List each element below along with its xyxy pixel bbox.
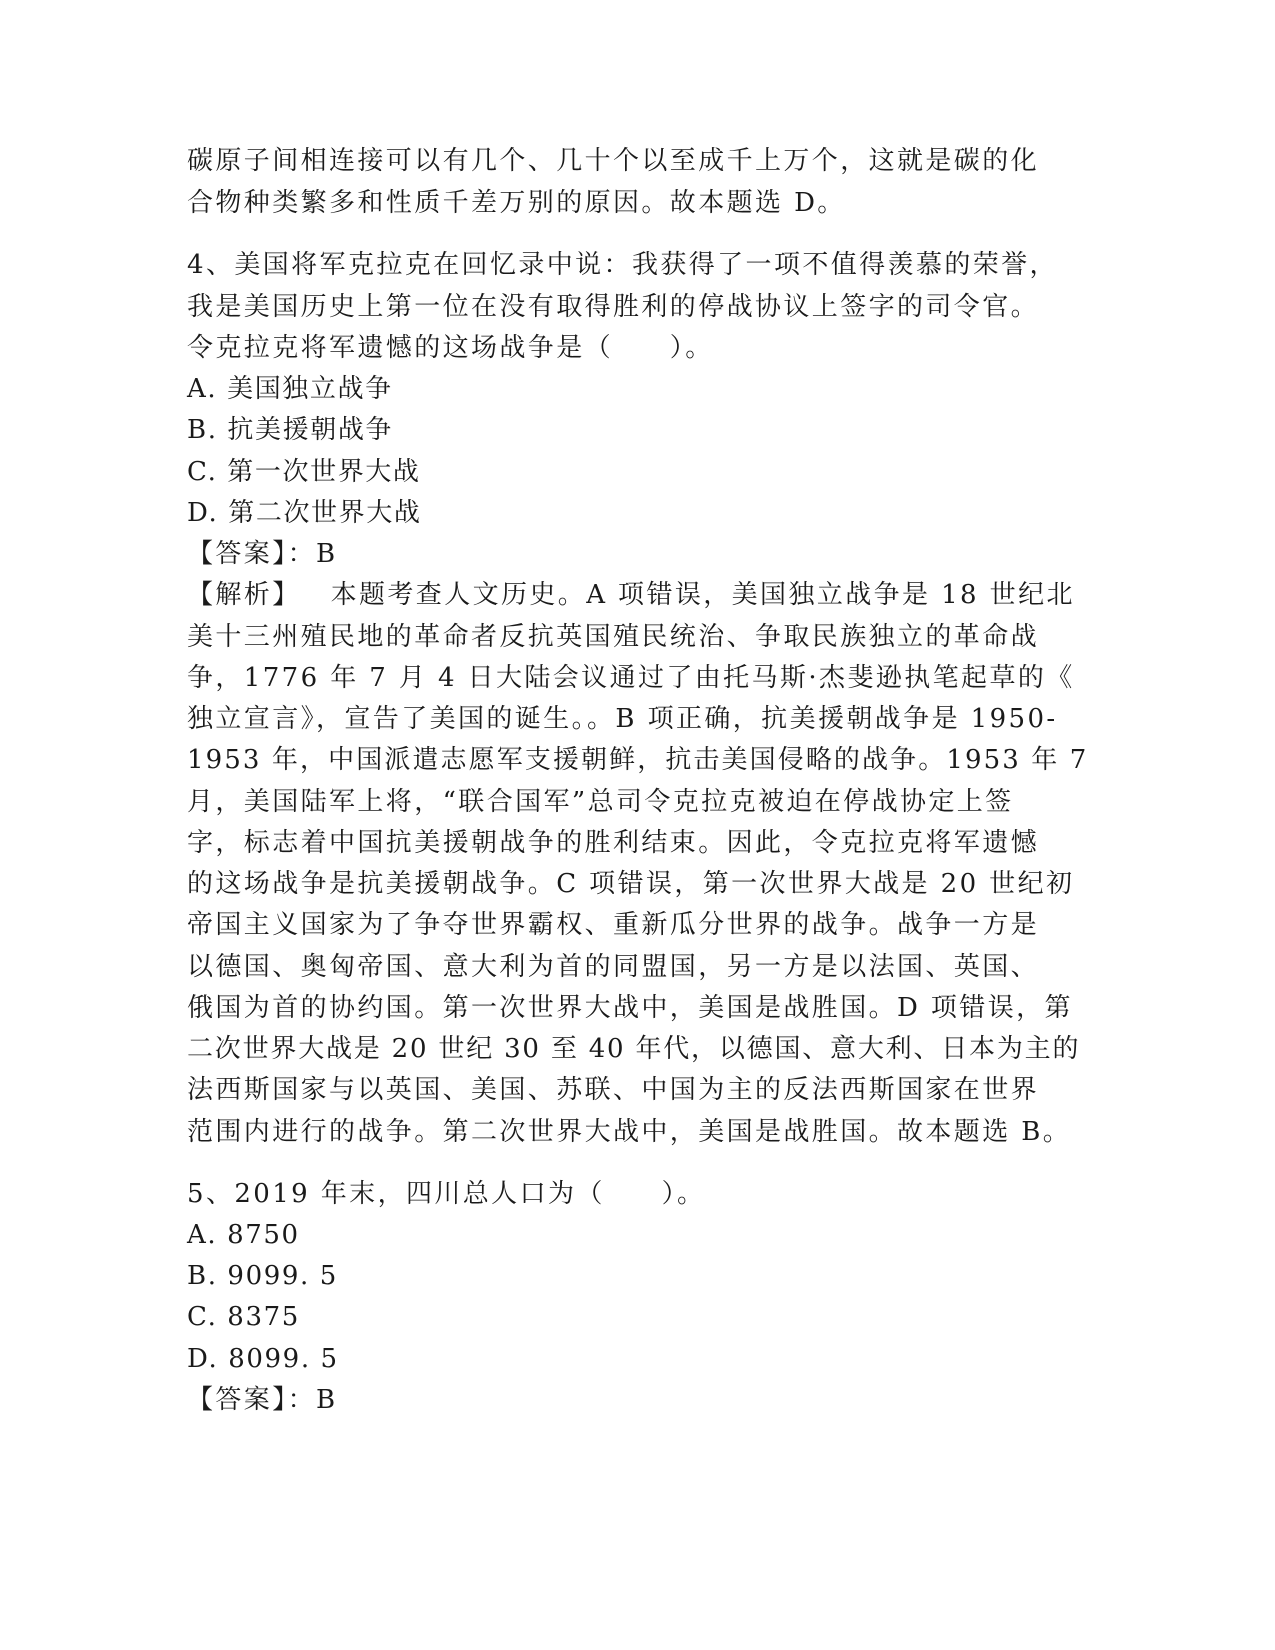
q4-option-b: B. 抗美援朝战争 [187, 415, 394, 445]
q4-analysis-line: 以德国、奥匈帝国、意大利为首的同盟国，另一方是以法国、英国、 [187, 952, 1040, 982]
prev-explanation-line: 合物种类繁多和性质千差万别的原因。故本题选 D。 [187, 188, 846, 218]
q4-analysis-line: 法西斯国家与以英国、美国、苏联、中国为主的反法西斯国家在世界 [187, 1075, 1040, 1105]
q4-analysis-line: 俄国为首的协约国。第一次世界大战中，美国是战胜国。D 项错误，第 [187, 993, 1073, 1023]
q4-answer-label: 【答案】： [187, 539, 317, 569]
q4-analysis-first-line [187, 577, 1075, 613]
q4-analysis-line: 月，美国陆军上将，“联合国军”总司令克拉克被迫在停战协定上签 [187, 787, 1014, 817]
q4-analysis-line: 帝国主义国家为了争夺世界霸权、重新瓜分世界的战争。战争一方是 [187, 910, 1040, 940]
q5-option-d: D. 8099. 5 [187, 1344, 339, 1374]
q5-option-a: A. 8750 [187, 1220, 300, 1250]
q4-option-d: D. 第二次世界大战 [187, 498, 422, 528]
q4-option-a: A. 美国独立战争 [187, 374, 393, 404]
q4-answer-value: B [316, 539, 338, 569]
q4-analysis-label: 【解析】 [187, 580, 301, 610]
q4-answer [187, 536, 338, 572]
q4-analysis-line: 的这场战争是抗美援朝战争。C 项错误，第一次世界大战是 20 世纪初 [187, 869, 1075, 899]
prev-explanation-line: 碳原子间相连接可以有几个、几十个以至成千上万个，这就是碳的化 [187, 146, 1040, 176]
q5-option-b: B. 9099. 5 [187, 1261, 338, 1291]
q4-analysis-line: 1953 年，中国派遣志愿军支援朝鲜，抗击美国侵略的战争。1953 年 7 [187, 745, 1089, 775]
q4-stem-line: 我是美国历史上第一位在没有取得胜利的停战协议上签字的司令官。 [187, 292, 1040, 322]
q4-analysis-line: 独立宣言》，宣告了美国的诞生。。B 项正确，抗美援朝战争是 1950- [187, 704, 1058, 734]
q4-analysis-line: 二次世界大战是 20 世纪 30 至 40 年代，以德国、意大利、日本为主的 [187, 1034, 1081, 1064]
q4-analysis-line: 美十三州殖民地的革命者反抗英国殖民统治、争取民族独立的革命战 [187, 622, 1040, 652]
q4-analysis-line: 范围内进行的战争。第二次世界大战中，美国是战胜国。故本题选 B。 [187, 1117, 1072, 1147]
q4-stem-line: 4、美国将军克拉克在回忆录中说：我获得了一项不值得羡慕的荣誉， [187, 250, 1058, 280]
q4-analysis-line: 字，标志着中国抗美援朝战争的胜利结束。因此，令克拉克将军遗憾 [187, 828, 1040, 858]
q4-analysis-line: 争，1776 年 7 月 4 日大陆会议通过了由托马斯·杰斐逊执笔起草的《 [187, 663, 1075, 693]
q4-option-c: C. 第一次世界大战 [187, 457, 421, 487]
q5-answer [187, 1382, 338, 1418]
q5-answer-value: B [316, 1385, 338, 1415]
q4-analysis-text: 本题考查人文历史。A 项错误，美国独立战争是 18 世纪北 [330, 580, 1075, 610]
q5-option-c: C. 8375 [187, 1302, 300, 1332]
q5-answer-label: 【答案】： [187, 1385, 317, 1415]
q4-stem-line: 令克拉克将军遗憾的这场战争是（ ）。 [187, 333, 714, 363]
q5-stem: 5、2019 年末，四川总人口为（ ）。 [187, 1179, 706, 1209]
